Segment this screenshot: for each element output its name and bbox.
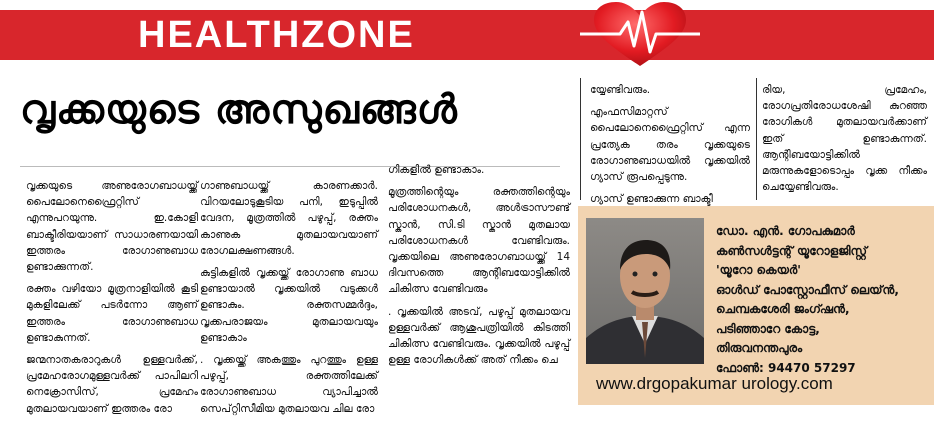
banner-title: HEALTHZONE — [138, 14, 415, 56]
clinic-name: 'യൂറോ കെയർ' — [716, 263, 801, 277]
paragraph: രിയ, പ്രമേഹം, രോഗപ്രതിരോധശേഷി കുറഞ്ഞ രോഗികൾ മുതലായവർക്കാണ് ഇത് ഉണ്ടാകുന്നത്. ആന്റിബയോട്ടിക്കിൽ മരുന്നുകളോടൊപ്പം വൃക്ക നീക്കം ചെയ്യേണ്ടിവരും. — [762, 84, 927, 194]
paragraph: ഗാണുബാധയ്ക്ക് കാരണക്കാർ. വിറയലോടുകൂടിയ പനി, ഇടുപ്പിൽ വേദന, മൂത്രത്തിൽ പഴുപ്പ്, രക്തം കാണുക മുതലായവയാണ് രോഗലക്ഷണങ്ങൾ. — [200, 180, 378, 257]
paragraph: രക്തം വഴിയോ മൂത്രനാളിയിൽ കൂടി മുകളിലേക്ക് പടർന്നോ ആണ് ഇത്തരം രോഗാണുബാധ ഉണ്ടാകുന്നത്. — [26, 283, 198, 344]
banner-bar — [0, 10, 934, 60]
doctor-details — [716, 222, 928, 378]
doctor-name: ഡോ. എൻ. ഗോപകുമാർ — [716, 224, 855, 238]
doctor-info-box — [578, 206, 934, 405]
paragraph: . വൃക്കയിൽ അടവ്, പഴുപ്പ് മുതലായവ ഉള്ളവർക്ക് ആശുപത്രിയിൽ കിടത്തി ചികിത്സ വേണ്ടിവരും. വൃക്കയിൽ പഴുപ്പ് ഉള്ള രോഗികൾക്ക് അത് നീക്കം ചെ — [388, 305, 570, 367]
address-line: ചെമ്പകശേരി ജംഗ്ഷൻ, — [716, 302, 850, 316]
column-divider — [756, 78, 757, 200]
paragraph: യ്യേണ്ടിവരും. — [590, 84, 651, 96]
paragraph: മൂത്രത്തിന്റെയും രക്തത്തിന്റെയും പരിശോധനകൾ, അൾട്രാസൗണ്ട് സ്കാൻ, സി.ടി സ്കാൻ മുതലായ പരിശോധനകൾ വേണ്ടിവരും. വൃക്കയിലെ അണുരോഗബാധയ്ക്ക് 14 ദിവസത്തെ ആന്റിബയോട്ടിക്കിൽ ചികിത്സ വേണ്ടിവരും — [388, 186, 570, 296]
address-line: തിരുവനന്തപുരം — [716, 341, 803, 355]
doctor-photo — [586, 218, 704, 364]
article-column-4 — [590, 82, 750, 213]
phone-number: ഫോൺ: 94470 57297 — [716, 360, 856, 375]
article-column-2 — [200, 178, 378, 423]
column-divider — [580, 78, 581, 200]
paragraph: ഗികളിൽ ഉണ്ടാകാം. — [388, 164, 485, 176]
paragraph: വൃക്കയുടെ അണുരോഗബാധയ്ക്ക് പൈലോനെഫ്രൈറ്റിസ് എന്നുപറയുന്നു. ഇ.കോളി ബാക്ടീരിയയാണ് സാധാരണയായി ഇത്തരം രോഗാണുബാധ ഉണ്ടാക്കുന്നത്. — [26, 180, 198, 274]
doctor-title: കൺസൾട്ടന്റ് യൂറോളജിസ്റ്റ് — [716, 243, 867, 258]
paragraph: കുട്ടികളിൽ വൃക്കയ്ക്ക് രോഗാണു ബാധ ഉണ്ടായാൽ വൃക്കയിൽ വടുക്കൾ ഉണ്ടാകും. രക്തസമ്മർദ്ദം, വൃക്കപരാജയം മുതലായവയും ഉണ്ടാകാം — [200, 267, 378, 344]
article-column-1 — [26, 178, 198, 423]
paragraph: . വൃക്കയ്ക്ക് അകത്തും പുറത്തും ഉള്ള പഴുപ്പ്, രക്തത്തിലേക്ക് രോഗാണുബാധ വ്യാപിച്ചാൽ സെപ്റ്റിസീമിയ മുതലായവ ചില രോ — [200, 354, 378, 415]
article-column-3 — [388, 162, 570, 374]
paragraph: എംഫസിമാറ്റസ് പൈലോനെഫ്രൈറ്റിസ് എന്ന പ്രത്യേക തരം വൃക്കയുടെ രോഗാണുബാധയിൽ വൃക്കയിൽ ഗ്യാസ് രൂപപ്പെടുന്നു. — [590, 106, 750, 184]
website-url: www.drgopakumar urology.com — [596, 374, 833, 393]
article-column-5 — [762, 82, 927, 201]
paragraph: ഗ്യാസ് ഉണ്ടാക്കുന്ന ബാക്ടീ — [590, 193, 713, 206]
address-line: പടിഞ്ഞാറേ കോട്ട, — [716, 321, 820, 336]
heart-ecg-icon — [580, 0, 700, 70]
paragraph: ജന്മനാതകരാറുകൾ ഉള്ളവർക്ക്, പ്രമേഹരോഗമുള്ളവർക്ക് പാപിലറി നെക്രോസിസ്, പ്രമേഹം മുതലായവയാണ് ഇത്തരം രോ — [26, 354, 198, 415]
headline: വൃക്കയുടെ അസുഖങ്ങൾ — [20, 87, 458, 133]
address-line: ഓൾഡ് പോസ്റ്റോഫീസ് ലെയ്ൻ, — [716, 282, 899, 297]
